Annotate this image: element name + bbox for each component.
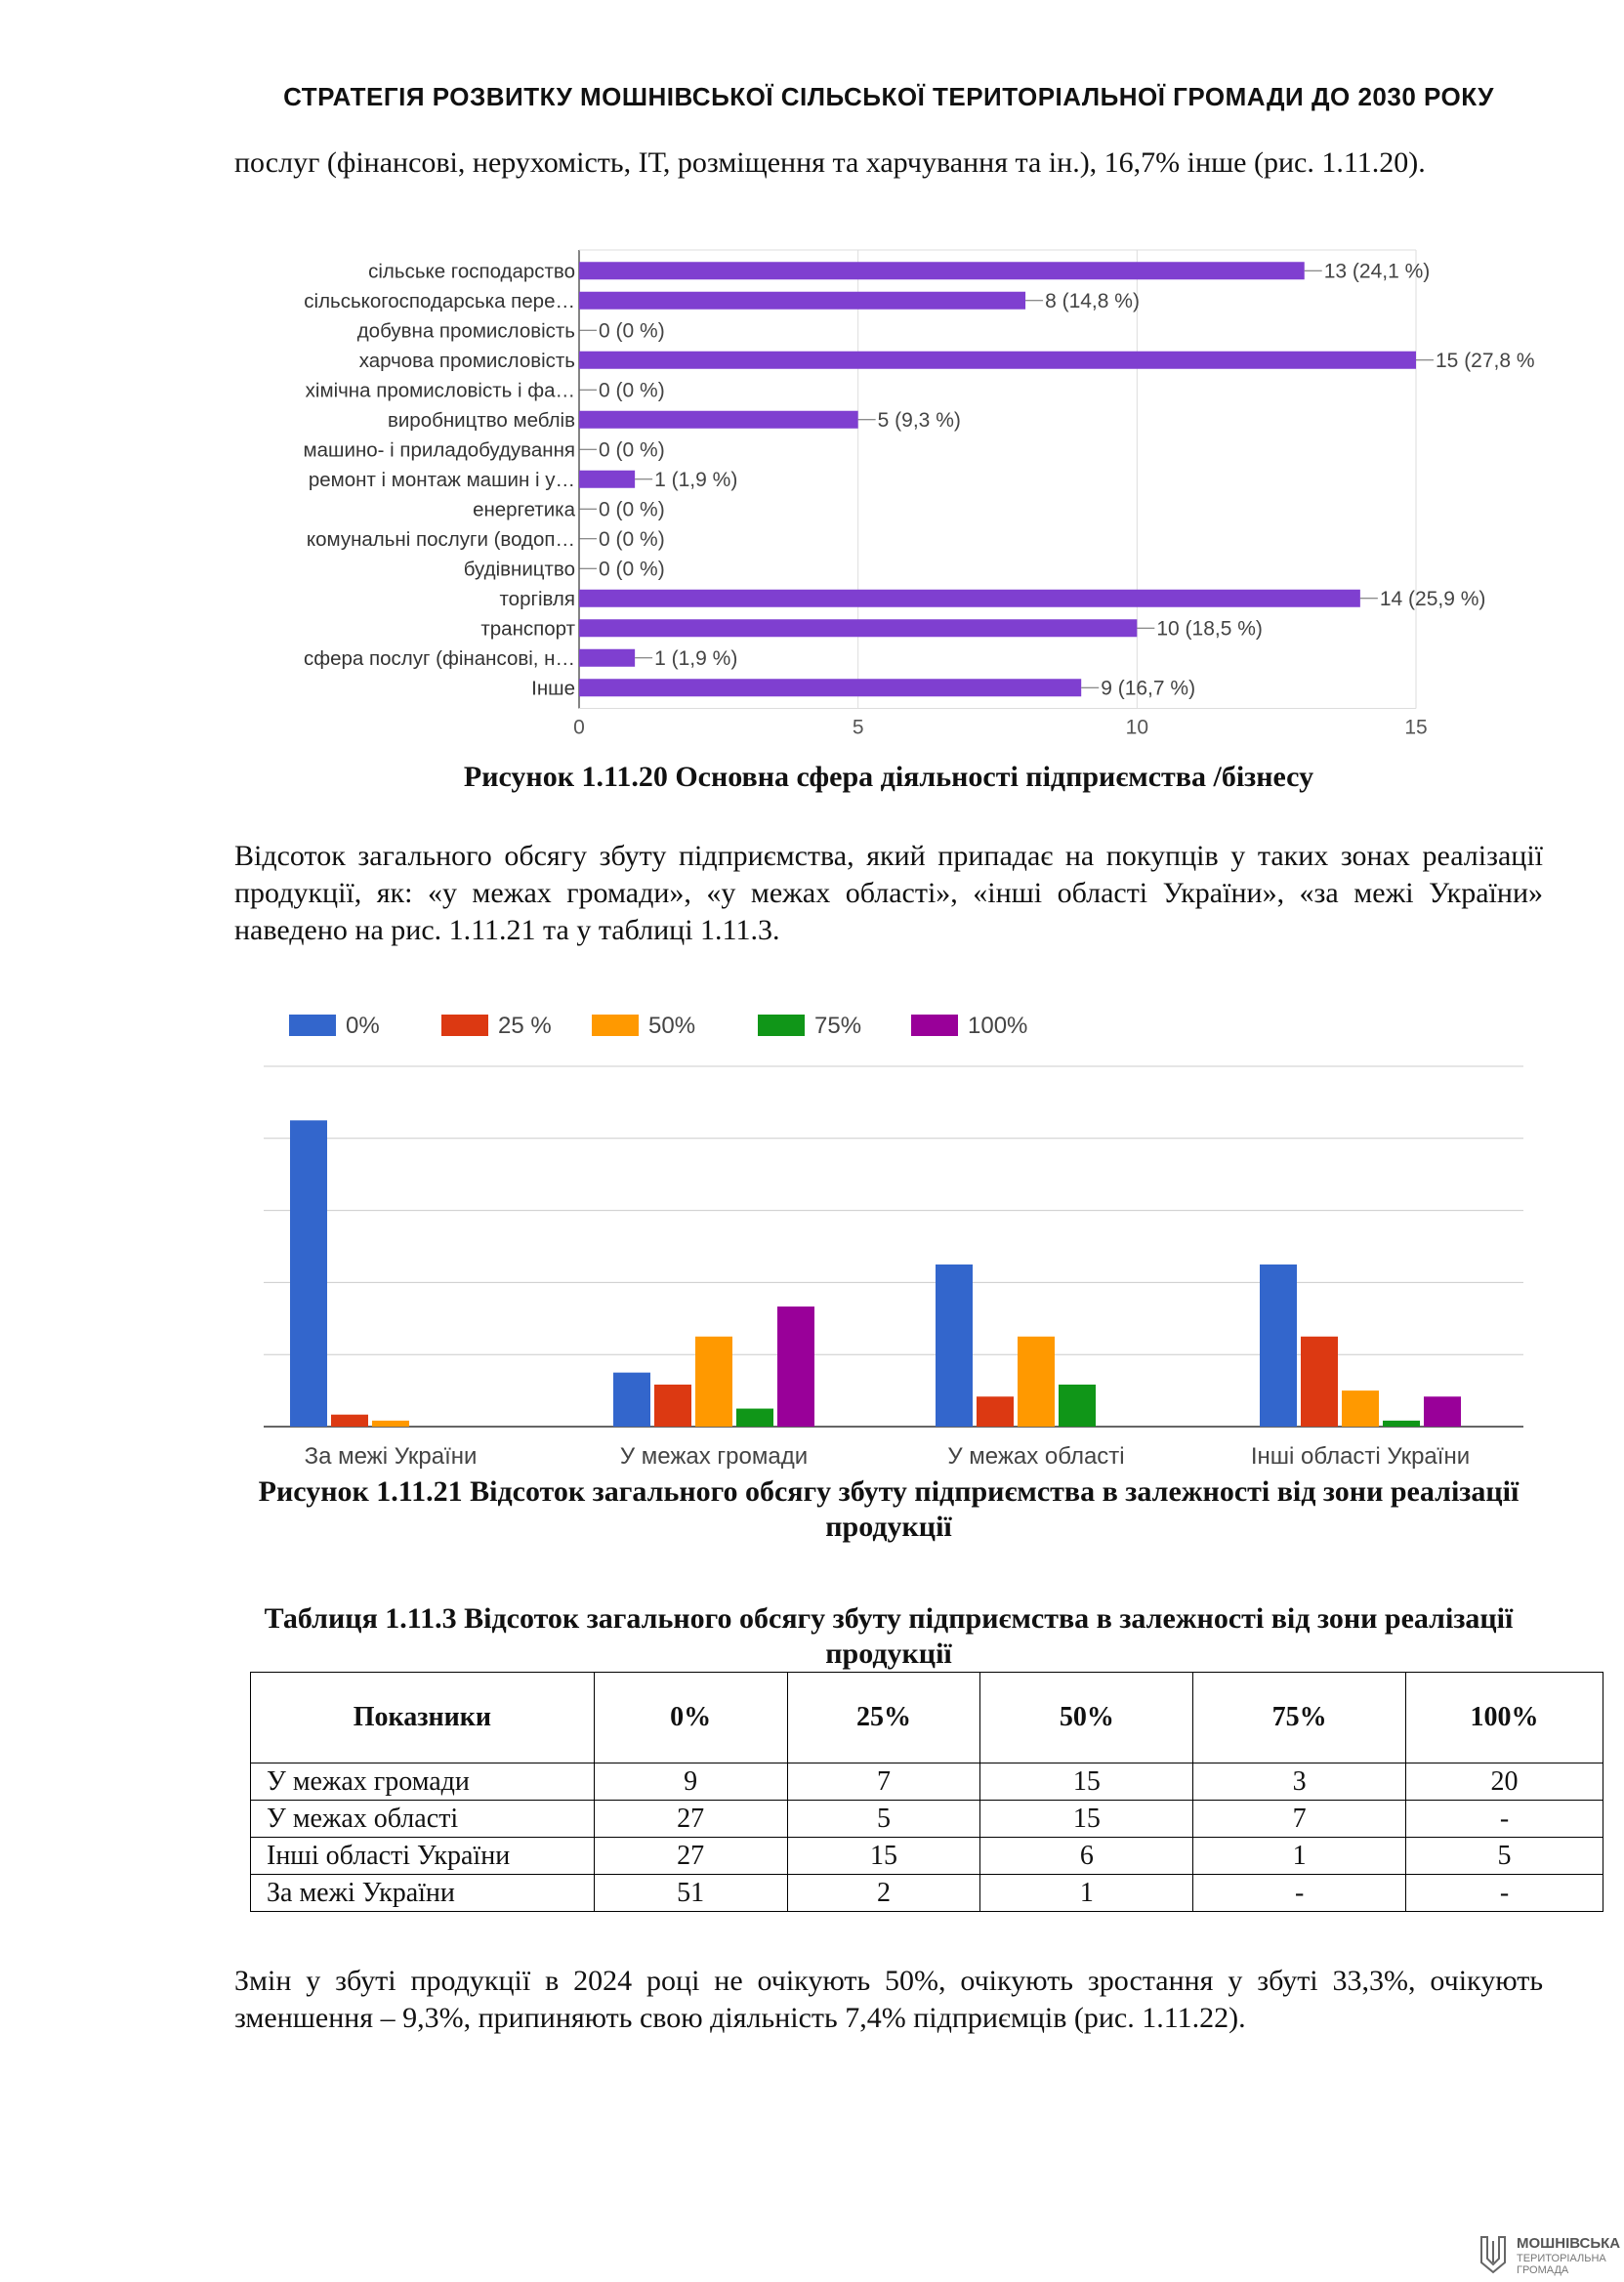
bar [579, 619, 1137, 637]
bar [579, 679, 1081, 696]
closing-paragraph: Змін у збуті продукції в 2024 році не очікують 50%, очікують зростання у збуті 33,3%, очікують зменшення – 9,3%, припиняють свою діяльність 7,4% підприємців (рис. 1.11.22). [234, 1965, 1543, 2034]
figure-caption-2: Рисунок 1.11.21 Відсоток загального обсягу збуту підприємства в залежності від зони реалізації продукції [258, 1475, 1520, 1543]
bar [1301, 1337, 1338, 1427]
logo-line-3: ГРОМАДА [1517, 2264, 1569, 2276]
bar-value-label: 0 (0 %) [599, 527, 665, 551]
document-header: СТРАТЕГІЯ РОЗВИТКУ МОШНІВСЬКОЇ СІЛЬСЬКОЇ ТЕРИТОРІАЛЬНОЇ ГРОМАДИ ДО 2030 РОКУ [283, 82, 1494, 111]
table-cell: 6 [980, 1838, 1193, 1875]
figure-caption-1: Рисунок 1.11.20 Основна сфера діяльності підприємства /бізнесу [463, 761, 1314, 793]
bar [736, 1409, 773, 1427]
table-cell: 1 [1193, 1838, 1406, 1875]
bar [579, 411, 858, 429]
bar [977, 1396, 1014, 1427]
bar-value-label: 9 (16,7 %) [1101, 677, 1196, 700]
table-cell: 7 [1193, 1801, 1406, 1838]
business-sphere-chart [0, 239, 1617, 747]
table-cell: 1 [980, 1875, 1193, 1912]
category-label: енергетика [473, 498, 575, 521]
table-cell: 15 [787, 1838, 980, 1875]
category-label: У межах області [947, 1443, 1125, 1470]
table-row [251, 1801, 1603, 1838]
bar-value-label: 0 (0 %) [599, 319, 665, 343]
table-cell: 5 [787, 1801, 980, 1838]
logo-subtitle [1517, 2253, 1606, 2276]
bar [579, 649, 635, 667]
bar [1342, 1390, 1379, 1427]
sales-zone-chart [0, 996, 1617, 1470]
intro-paragraph: послуг (фінансові, нерухомість, ІТ, розміщення та харчування та ін.), 16,7% інше (рис. 1.11.20). [234, 146, 1426, 179]
sales-table [250, 1672, 1603, 1912]
table-cell: 27 [594, 1801, 787, 1838]
category-label: За межі України [304, 1443, 478, 1470]
bar [777, 1307, 814, 1427]
table-header-cell: Показники [251, 1673, 595, 1763]
table-cell: 3 [1193, 1763, 1406, 1801]
table-header-cell: 50% [980, 1673, 1193, 1763]
logo-line-2: ТЕРИТОРІАЛЬНА [1517, 2253, 1606, 2264]
bar-value-label: 15 (27,8 % [1436, 349, 1535, 372]
bar [1059, 1385, 1096, 1427]
bar-value-label: 8 (14,8 %) [1045, 289, 1140, 312]
category-label: сільськогосподарська пере… [304, 289, 575, 312]
category-label: сфера послуг (фінансові, н… [304, 646, 575, 670]
trident-emblem-icon [1478, 2233, 1509, 2276]
category-label: машино- і приладобудування [303, 438, 575, 462]
legend-swatch [289, 1015, 336, 1036]
table-row [251, 1763, 1603, 1801]
bar [936, 1265, 973, 1427]
legend-swatch [911, 1015, 958, 1036]
legend-swatch [441, 1015, 488, 1036]
legend-label: 75% [814, 1013, 862, 1039]
x-tick-label: 0 [573, 716, 585, 739]
bar [613, 1373, 650, 1427]
category-label: харчова промисловість [358, 349, 575, 372]
bar [1018, 1337, 1055, 1427]
category-label: Інше [531, 677, 575, 700]
sales-paragraph: Відсоток загального обсягу збуту підприємства, який припадає на покупців у таких зонах реалізації продукції, як: «у межах громади», «у межах області», «інші області України», «за межі України» наведено на рис. 1.11.21 та у таблиці 1.11.3. [234, 840, 1543, 946]
table-header-cell: 75% [1193, 1673, 1406, 1763]
bar-value-label: 1 (1,9 %) [654, 646, 738, 670]
table-cell: 20 [1406, 1763, 1603, 1801]
table-caption: Таблиця 1.11.3 Відсоток загального обсягу збуту підприємства в залежності від зони реалізації продукції [264, 1602, 1514, 1670]
bar-value-label: 14 (25,9 %) [1379, 587, 1486, 610]
table-row [251, 1875, 1603, 1912]
legend-label: 100% [968, 1013, 1028, 1039]
table-header-cell: 25% [787, 1673, 980, 1763]
bar [579, 352, 1416, 369]
bar [579, 292, 1025, 310]
legend-swatch [592, 1015, 639, 1036]
table-cell: 15 [980, 1801, 1193, 1838]
bar [579, 590, 1360, 607]
category-label: добувна промисловість [356, 319, 575, 343]
category-label: сільське господарство [368, 260, 575, 283]
table-cell: Інші області України [251, 1838, 595, 1875]
table-header-cell: 0% [594, 1673, 787, 1763]
bar-value-label: 0 (0 %) [599, 438, 665, 462]
table-row [251, 1838, 1603, 1875]
category-label: торгівля [499, 587, 575, 610]
x-tick-label: 15 [1404, 716, 1428, 739]
bar [1383, 1421, 1420, 1427]
category-label: виробництво меблів [387, 408, 575, 432]
table-cell: - [1193, 1875, 1406, 1912]
logo-title: МОШНІВСЬКА [1517, 2235, 1621, 2252]
category-label: комунальні послуги (водоп… [306, 527, 575, 551]
table-cell: 15 [980, 1763, 1193, 1801]
x-tick-label: 5 [852, 716, 864, 739]
category-label: хімічна промисловість і фа… [305, 379, 575, 402]
legend-label: 25 % [498, 1013, 552, 1039]
bar-value-label: 0 (0 %) [599, 498, 665, 521]
x-tick-label: 10 [1125, 716, 1149, 739]
bar-value-label: 5 (9,3 %) [877, 408, 961, 432]
table-header-row [251, 1673, 1603, 1763]
community-logo [1478, 2233, 1624, 2276]
bar [1424, 1396, 1461, 1427]
category-label: транспорт [480, 617, 575, 641]
bar [579, 262, 1305, 279]
bar [579, 471, 635, 488]
bar-value-label: 0 (0 %) [599, 558, 665, 581]
bar [1260, 1265, 1297, 1427]
bar [695, 1337, 732, 1427]
table-cell: За межі України [251, 1875, 595, 1912]
bar-value-label: 1 (1,9 %) [654, 468, 738, 491]
legend-swatch [758, 1015, 805, 1036]
category-label: У межах громади [619, 1443, 809, 1470]
table-cell: - [1406, 1801, 1603, 1838]
table-cell: 9 [594, 1763, 787, 1801]
table-header-cell: 100% [1406, 1673, 1603, 1763]
table-cell: 27 [594, 1838, 787, 1875]
table-cell: 2 [787, 1875, 980, 1912]
legend-label: 50% [648, 1013, 696, 1039]
table-cell: 5 [1406, 1838, 1603, 1875]
category-label: ремонт і монтаж машин і у… [308, 468, 575, 491]
table-cell: 51 [594, 1875, 787, 1912]
bar-value-label: 10 (18,5 %) [1156, 617, 1263, 641]
bar [331, 1415, 368, 1427]
category-label: Інші області України [1250, 1443, 1471, 1470]
table-cell: - [1406, 1875, 1603, 1912]
bar [654, 1385, 691, 1427]
category-label: будівництво [463, 558, 575, 581]
bar-value-label: 0 (0 %) [599, 379, 665, 402]
bar [290, 1120, 327, 1427]
table-cell: 7 [787, 1763, 980, 1801]
legend-label: 0% [346, 1013, 380, 1039]
bar-value-label: 13 (24,1 %) [1323, 260, 1431, 283]
bar [372, 1421, 409, 1427]
table-cell: У межах громади [251, 1763, 595, 1801]
table-cell: У межах області [251, 1801, 595, 1838]
